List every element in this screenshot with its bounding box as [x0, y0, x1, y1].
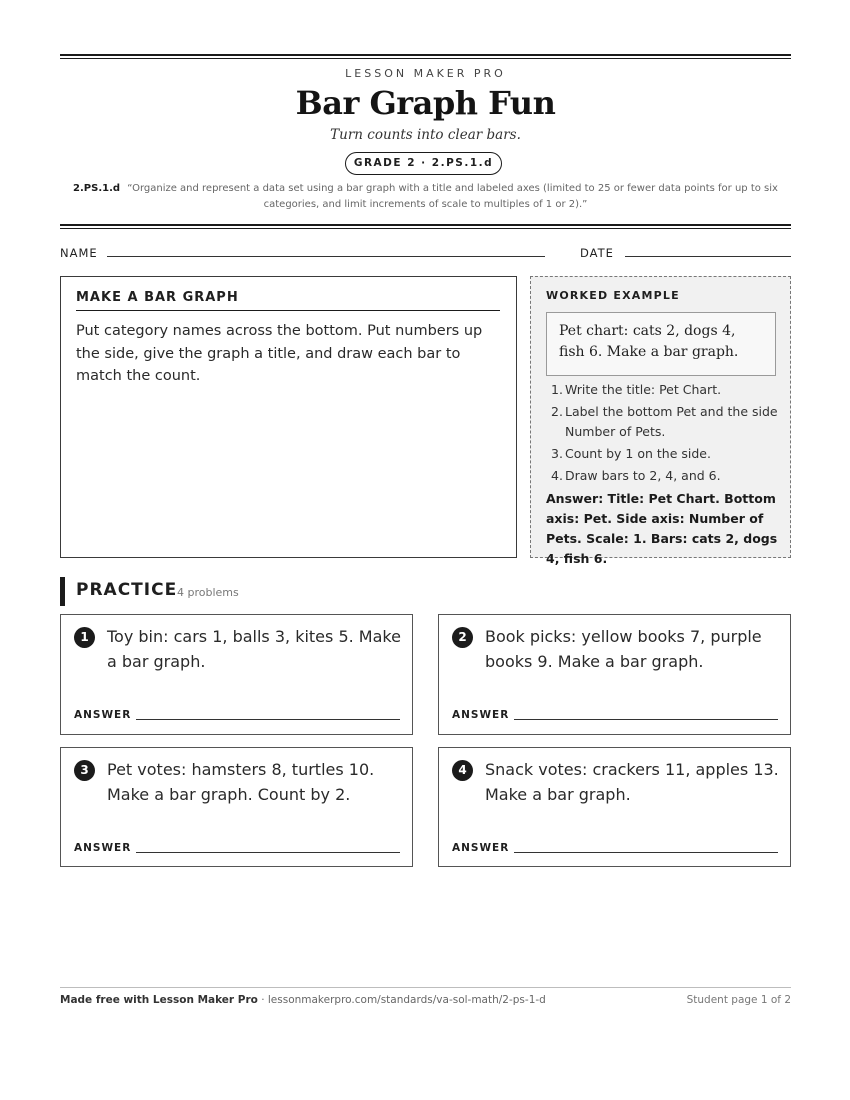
- practice-accent-bar: [60, 577, 65, 606]
- footer-page-number: Student page 1 of 2: [686, 994, 791, 1006]
- problem-text: Book picks: yellow books 7, purple books 9. Make a bar graph.: [485, 627, 762, 671]
- answer-label: ANSWER: [74, 709, 132, 721]
- problem-text: Pet votes: hamsters 8, turtles 10. Make a bar graph. Count by 2.: [107, 760, 375, 804]
- answer-label: ANSWER: [452, 842, 510, 854]
- brand-name: LESSON MAKER PRO: [345, 67, 506, 80]
- worked-example-steps: [546, 380, 781, 488]
- footer-credit: [60, 994, 546, 1006]
- answer-label: ANSWER: [74, 842, 132, 854]
- task-heading: MAKE A BAR GRAPH: [76, 290, 500, 311]
- name-label: NAME: [60, 246, 98, 260]
- problem-number-badge: 3: [74, 760, 95, 781]
- answer-field[interactable]: [136, 719, 400, 720]
- worked-example-heading: WORKED EXAMPLE: [546, 289, 680, 302]
- footer-url-link[interactable]: lessonmakerpro.com/standards/va-sol-math/2-ps-1-d: [267, 994, 546, 1006]
- problem-text: Toy bin: cars 1, balls 3, kites 5. Make a bar graph.: [107, 627, 401, 671]
- top-rule-thin: [60, 58, 791, 59]
- worked-example-step: 1. Write the title: Pet Chart.: [551, 382, 722, 397]
- problem-text: Snack votes: crackers 11, apples 13. Make a bar graph.: [485, 760, 779, 804]
- standard-description: [60, 181, 791, 213]
- page-subtitle: Turn counts into clear bars.: [330, 127, 521, 143]
- task-panel: [60, 276, 517, 558]
- worksheet-page: [60, 0, 791, 1100]
- answer-label: ANSWER: [452, 709, 510, 721]
- worked-example-step: 4. Draw bars to 2, 4, and 6.: [551, 468, 721, 483]
- worked-example-prompt: Pet chart: cats 2, dogs 4, fish 6. Make a bar graph.: [546, 312, 776, 376]
- practice-problem-card: [438, 614, 791, 735]
- standard-code: 2.PS.1.d: [73, 183, 121, 194]
- answer-field[interactable]: [136, 852, 400, 853]
- practice-problem-card: [438, 747, 791, 867]
- problem-number-badge: 2: [452, 627, 473, 648]
- name-field[interactable]: [107, 256, 545, 257]
- answer-field[interactable]: [514, 852, 778, 853]
- standard-text: “Organize and represent a data set using a bar graph with a title and labeled axes (limited to 25 or fewer data points for up to six categories, and limit increments of scale to multiples of 1 or 2).”: [127, 183, 778, 210]
- task-instructions: Put category names across the bottom. Put numbers up the side, give the graph a title, and draw each bar to match the count.: [76, 323, 483, 384]
- practice-count: 4 problems: [177, 586, 239, 599]
- worked-example-panel: [530, 276, 791, 566]
- grade-badge: GRADE 2 · 2.PS.1.d: [345, 152, 502, 175]
- top-rule: [60, 54, 791, 56]
- footer-separator: ·: [257, 994, 268, 1006]
- practice-problem-card: [60, 614, 413, 735]
- page-title: Bar Graph Fun: [295, 84, 556, 122]
- worked-example-step: 3. Count by 1 on the side.: [551, 446, 711, 461]
- footer-rule: [60, 987, 791, 988]
- worked-example-answer: Answer: Title: Pet Chart. Bottom axis: Pet. Side axis: Number of Pets. Scale: 1. Bars: cats 2, dogs 4, fish 6.: [546, 491, 778, 566]
- practice-title: PRACTICE: [76, 580, 178, 600]
- problem-number-badge: 4: [452, 760, 473, 781]
- date-label: DATE: [580, 246, 614, 260]
- answer-field[interactable]: [514, 719, 778, 720]
- practice-problem-card: [60, 747, 413, 867]
- problem-number-badge: 1: [74, 627, 95, 648]
- footer-made-with: Made free with Lesson Maker Pro: [60, 994, 258, 1006]
- header-bottom-rule: [60, 224, 791, 226]
- header-bottom-rule-thin: [60, 228, 791, 229]
- date-field[interactable]: [625, 256, 791, 257]
- worked-example-step: 2. Label the bottom Pet and the side Number of Pets.: [551, 404, 778, 439]
